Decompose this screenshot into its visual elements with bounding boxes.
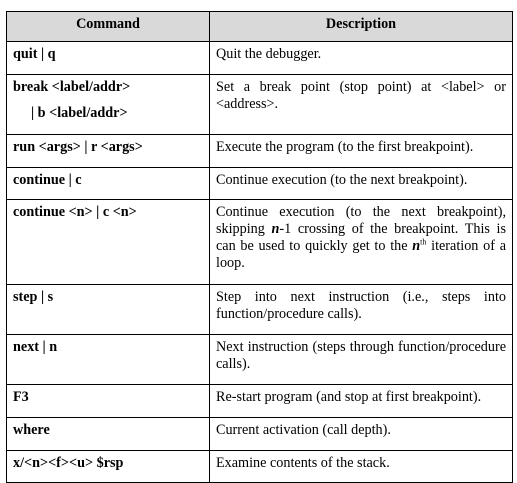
command-cell — [7, 135, 210, 168]
description-text: Re-start program (and stop at first breakpoint). — [216, 389, 482, 405]
table-row — [7, 418, 513, 451]
command-text: where — [13, 422, 50, 438]
command-cell — [7, 200, 210, 285]
table-row — [7, 75, 513, 135]
table-row — [7, 168, 513, 200]
command-alias-text: | b <label/addr> — [31, 105, 128, 121]
description-cell — [210, 335, 513, 385]
command-cell — [7, 75, 210, 135]
description-cell — [210, 418, 513, 451]
command-text: continue | c — [13, 172, 82, 188]
description-text: Set a break point (stop point) at <label> or <address>. — [216, 79, 506, 112]
command-cell — [7, 42, 210, 75]
description-cell — [210, 135, 513, 168]
command-cell — [7, 385, 210, 418]
command-text: run <args> | r <args> — [13, 139, 143, 155]
command-text: next | n — [13, 339, 58, 355]
table-row — [7, 42, 513, 75]
table-row — [7, 200, 513, 285]
column-header-description: Description — [210, 12, 513, 42]
command-cell — [7, 168, 210, 200]
description-text: Examine contents of the stack. — [216, 455, 390, 471]
table-row — [7, 451, 513, 483]
command-text: step | s — [13, 289, 54, 305]
table-row — [7, 285, 513, 335]
description-cell — [210, 168, 513, 200]
table-row — [7, 135, 513, 168]
command-text: continue <n> | c <n> — [13, 204, 137, 220]
command-text: x/<n><f><u> $rsp — [13, 455, 124, 471]
command-cell — [7, 451, 210, 483]
table-header-row — [7, 12, 513, 42]
command-table — [6, 11, 513, 483]
command-cell — [7, 335, 210, 385]
description-cell — [210, 200, 513, 285]
description-cell — [210, 42, 513, 75]
command-text: quit | q — [13, 46, 56, 62]
description-cell — [210, 451, 513, 483]
description-text: Step into next instruction (i.e., steps into function/procedure calls). — [216, 289, 506, 322]
command-text: F3 — [13, 389, 29, 405]
description-cell — [210, 385, 513, 418]
description-text: Continue execution (to the next breakpoint). — [216, 172, 468, 188]
command-text: break <label/addr> — [13, 79, 131, 95]
table-row — [7, 335, 513, 385]
description-cell — [210, 285, 513, 335]
column-header-command: Command — [7, 12, 210, 42]
description-text: Next instruction (steps through function/procedure calls). — [216, 339, 506, 372]
description-text: Execute the program (to the first breakpoint). — [216, 139, 474, 155]
table-row — [7, 385, 513, 418]
description-text: Continue execution (to the next breakpoint), skipping n-1 crossing of the breakpoint. This is can be used to quickly get to the $n^{th}$ iteration of a loop. — [216, 204, 507, 271]
command-cell — [7, 418, 210, 451]
description-text: Current activation (call depth). — [216, 422, 391, 438]
description-cell — [210, 75, 513, 135]
description-text: Quit the debugger. — [216, 46, 322, 62]
command-cell — [7, 285, 210, 335]
